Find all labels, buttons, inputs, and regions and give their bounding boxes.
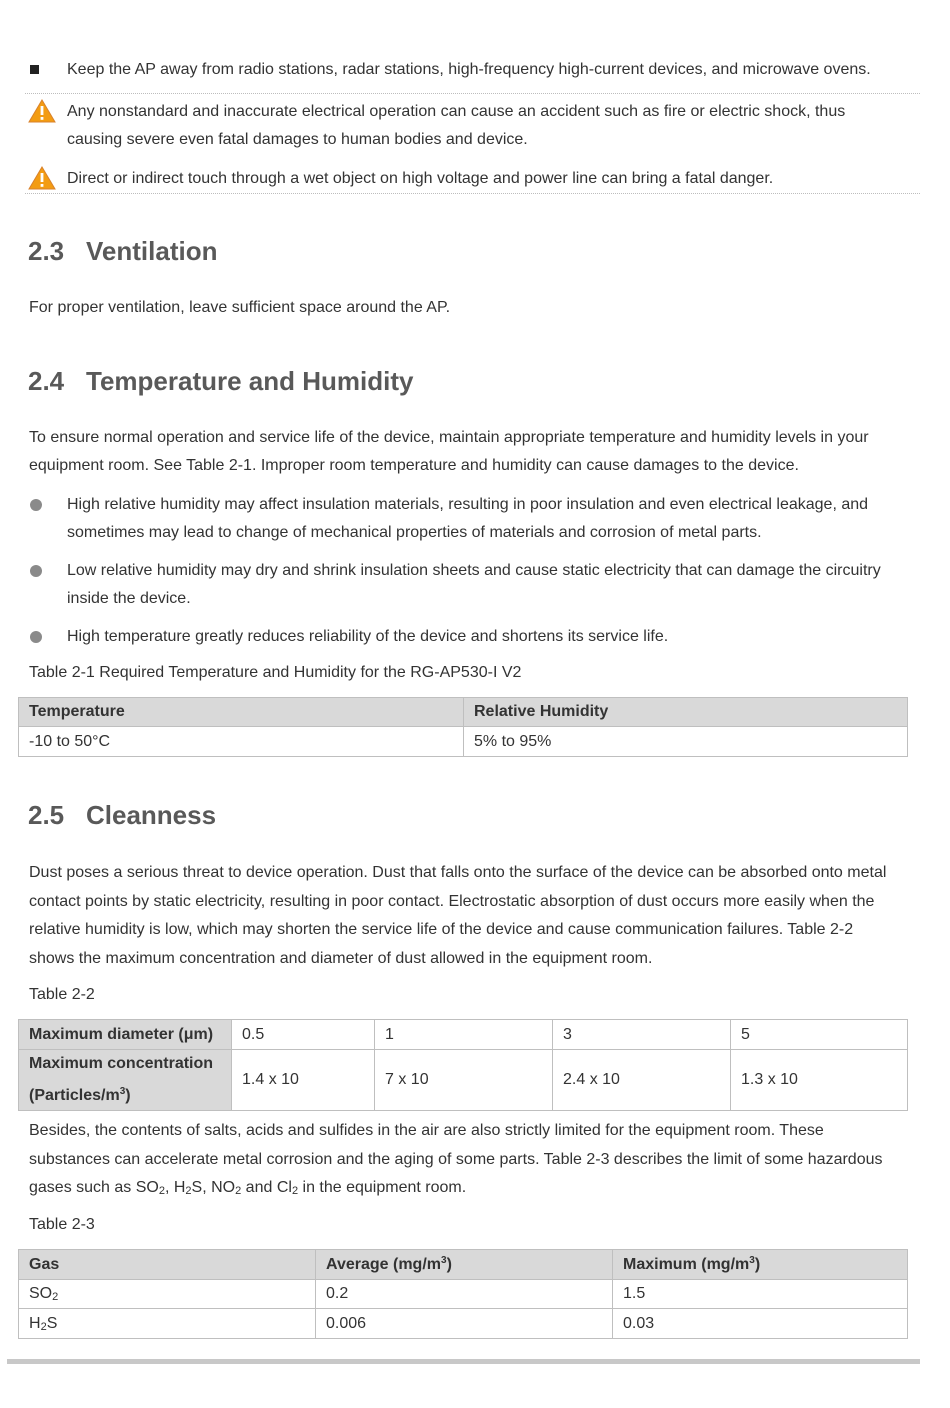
paragraph-line: contact points by static electricity, resulting in poor contact. Electrostatic absorption of dust occurs more easily when the [29,892,875,910]
warning-text-line: causing severe even fatal damages to human bodies and device. [67,131,528,148]
table-cell: 1.5 [613,1280,908,1309]
section-heading [28,235,217,267]
table-row [19,727,908,757]
bullet-line: inside the device. [67,590,191,607]
section-heading [28,365,413,397]
paragraph-line: substances can accelerate metal corrosion and the aging of some parts. Table 2-3 describes the limit of some hazardous [29,1150,883,1168]
divider [25,193,920,194]
header-line [29,1078,221,1110]
superscript: 3 [749,1255,755,1266]
round-bullet-icon [30,631,42,643]
table-header-cell [316,1250,613,1280]
paragraph-line [29,1174,883,1206]
table-row [19,1280,908,1309]
text-run: gases such as SO [29,1179,159,1197]
paragraph: For proper ventilation, leave sufficient space around the AP. [29,299,451,316]
table-cell: 0.2 [316,1280,613,1309]
table-cell: 0.03 [613,1309,908,1339]
table-row [19,1020,908,1050]
dust-table [18,1019,908,1111]
bullet-text [67,557,881,613]
gas-name: SO [29,1285,53,1302]
section-title: Ventilation [86,236,218,266]
table-caption: Table 2-1 Required Temperature and Humidity for the RG-AP530-I V2 [29,664,522,681]
subscript: 2 [158,1185,165,1198]
table-cell: 1 [375,1020,553,1050]
bullet-text: High temperature greatly reduces reliability of the device and shortens its service life. [67,628,669,645]
footer-rule [7,1359,920,1364]
table-cell: 5 [731,1020,908,1050]
table-header-cell: Maximum diameter (μm) [19,1020,232,1050]
table-row [19,1309,908,1339]
section-title: Cleanness [86,800,217,830]
paragraph [29,424,869,480]
temperature-table [18,697,908,757]
header-text: Average (mg/m [326,1256,441,1273]
paragraph-line: To ensure normal operation and service life of the device, maintain appropriate temperature and humidity levels in your [29,429,869,446]
header-text: Maximum (mg/m [623,1256,750,1273]
table-cell [19,1309,316,1339]
table-header-cell [613,1250,908,1280]
text-run: S, NO [191,1179,236,1197]
bullet-line: Low relative humidity may dry and shrink insulation sheets and cause static electricity that can damage the circuitry [67,562,881,579]
section-title: Temperature and Humidity [86,366,414,396]
header-text: ) [446,1256,452,1273]
header-line: Maximum concentration [29,1055,214,1072]
paragraph-line: Dust poses a serious threat to device operation. Dust that falls onto the surface of the device can be absorbed onto metal [29,864,887,881]
table-cell: 3 [553,1020,731,1050]
table-cell: 0.5 [232,1020,375,1050]
paragraph-line: shows the maximum concentration and diameter of dust allowed in the equipment room. [29,950,653,968]
table-caption: Table 2-3 [29,1216,95,1233]
table-header-cell [19,1050,232,1111]
warning-text [67,98,845,154]
square-bullet-icon [30,65,39,74]
warning-text-line: Any nonstandard and inaccurate electrical operation can cause an accident such as fire or electric shock, thus [67,103,846,120]
bullet-text [67,491,868,547]
bullet-line: High relative humidity may affect insulation materials, resulting in poor insulation and even electrical leakage, and [67,496,869,513]
header-text: ) [754,1256,761,1273]
gas-name: S [46,1314,58,1332]
section-number: 2.3 [28,236,65,266]
table-cell: 5% to 95% [464,727,908,757]
table-cell: 2.4 x 10 [553,1050,731,1111]
warning-icon [28,166,56,190]
header-text: (Particles/m [29,1087,120,1104]
bullet-line: sometimes may lead to change of mechanical properties of materials and corrosion of metal parts. [67,524,762,541]
subscript: 2 [235,1185,242,1198]
subscript: 2 [40,1320,47,1333]
paragraph-line: Besides, the contents of salts, acids and sulfides in the air are also strictly limited for the equipment room. These [29,1122,824,1139]
table-cell [19,1280,316,1309]
table-cell: 0.006 [316,1309,613,1339]
paragraph-line: relative humidity is low, which may shorten the service life of the device and cause communication failures. Table 2-2 [29,921,854,939]
warning-icon [28,99,56,123]
table-row [19,1050,908,1111]
table-header-cell: Temperature [19,698,464,727]
table-cell: 1.3 x 10 [731,1050,908,1111]
section-heading [28,799,216,831]
paragraph-line: equipment room. See Table 2-1. Improper room temperature and humidity can cause damages to the device. [29,457,799,474]
paragraph [29,1117,883,1206]
table-cell: 7 x 10 [375,1050,553,1111]
table-cell: -10 to 50°C [19,727,464,757]
superscript: 3 [441,1255,447,1266]
subscript: 2 [52,1291,59,1303]
round-bullet-icon [30,499,42,511]
round-bullet-icon [30,565,42,577]
divider [25,93,920,94]
superscript: 3 [119,1086,126,1097]
gas-table [18,1249,908,1339]
table-cell: 1.4 x 10 [232,1050,375,1111]
table-header-cell: Gas [19,1250,316,1280]
section-number: 2.5 [28,800,65,830]
subscript: 2 [291,1185,299,1198]
bullet-text: Keep the AP away from radio stations, radar stations, high-frequency high-current devices, and microwave ovens. [67,61,871,78]
table-header-cell: Relative Humidity [464,698,908,727]
table-caption: Table 2-2 [29,986,95,1003]
text-run: , H [164,1179,186,1197]
gas-name: H [29,1314,41,1332]
subscript: 2 [185,1185,192,1198]
section-number: 2.4 [28,366,65,396]
header-text: ) [125,1087,131,1104]
warning-text: Direct or indirect touch through a wet object on high voltage and power line can bring a fatal danger. [67,170,774,187]
text-run: and Cl [241,1179,292,1197]
paragraph [29,859,886,974]
text-run: in the equipment room. [298,1179,467,1197]
